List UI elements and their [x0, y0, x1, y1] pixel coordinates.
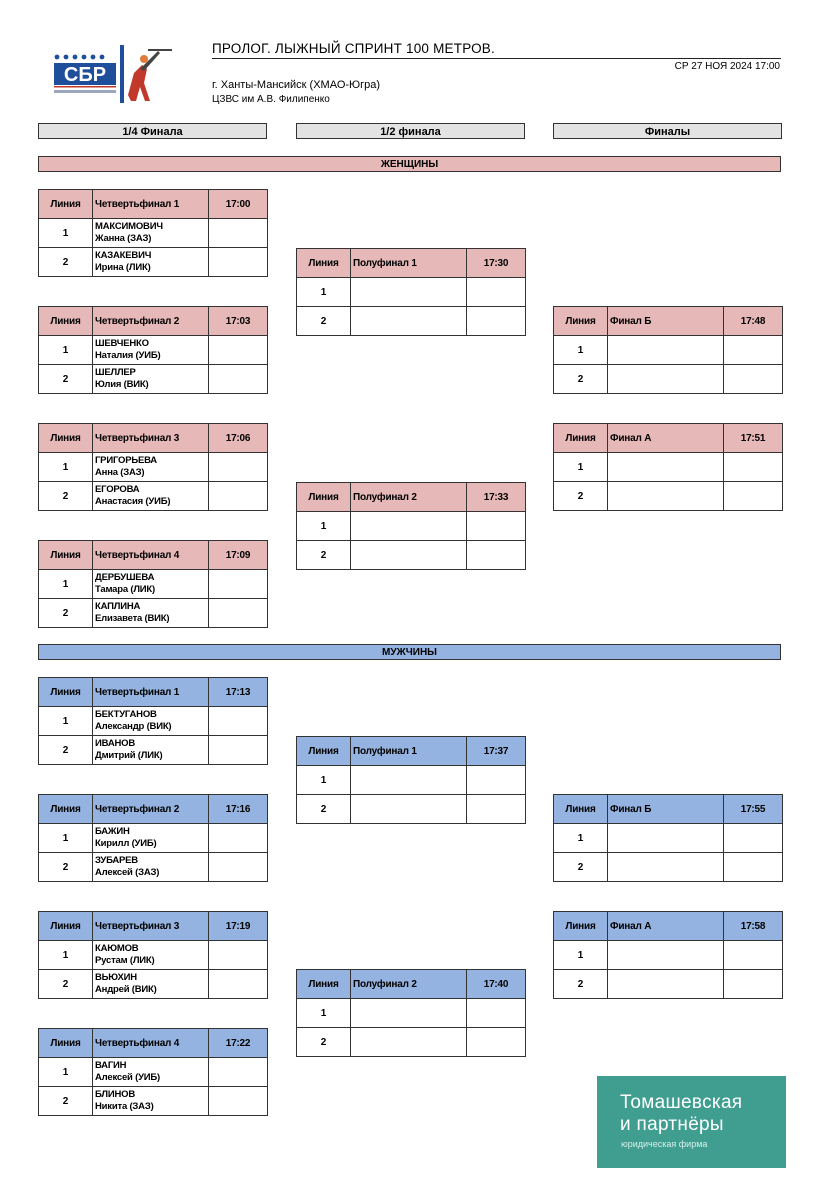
lane-header: Линия	[39, 541, 93, 570]
women-qf-table-2	[38, 306, 268, 394]
athlete-cell	[93, 853, 209, 882]
lane-number: 1	[297, 278, 351, 307]
lane-number: 2	[39, 482, 93, 511]
heat-time: 17:51	[724, 424, 783, 453]
lane-number: 1	[39, 570, 93, 599]
heat-time: 17:19	[209, 912, 268, 941]
result-cell	[467, 307, 526, 336]
athlete-cell	[608, 941, 724, 970]
heat-title: Четвертьфинал 4	[93, 1029, 209, 1058]
result-cell	[467, 541, 526, 570]
heat-time: 17:03	[209, 307, 268, 336]
athlete-cell	[93, 365, 209, 394]
table-row	[39, 853, 268, 882]
title-underline	[212, 58, 781, 59]
heat-time: 17:22	[209, 1029, 268, 1058]
heat-title: Финал Б	[608, 307, 724, 336]
result-cell	[467, 278, 526, 307]
men-sf-table-1	[296, 736, 526, 824]
heat-time: 17:33	[467, 483, 526, 512]
table-row	[297, 307, 526, 336]
result-cell	[209, 707, 268, 736]
athlete-cell	[351, 1028, 467, 1057]
table-row	[554, 336, 783, 365]
lane-header: Линия	[39, 912, 93, 941]
heat-title: Полуфинал 2	[351, 483, 467, 512]
athlete-surname: КАЮМОВ	[95, 943, 139, 954]
heat-time: 17:37	[467, 737, 526, 766]
heat-time: 17:13	[209, 678, 268, 707]
athlete-firstname-team: Елизавета (ВИК)	[95, 613, 170, 624]
heat-title: Финал Б	[608, 795, 724, 824]
result-cell	[209, 453, 268, 482]
athlete-cell	[351, 307, 467, 336]
lane-number: 2	[554, 365, 608, 394]
lane-number: 2	[297, 795, 351, 824]
men-qf-table-3	[38, 911, 268, 999]
athlete-surname: ШЕЛЛЕР	[95, 367, 136, 378]
result-cell	[724, 970, 783, 999]
result-cell	[724, 853, 783, 882]
men-band: МУЖЧИНЫ	[38, 644, 781, 660]
athlete-cell	[93, 707, 209, 736]
result-cell	[209, 853, 268, 882]
table-row	[39, 482, 268, 511]
stage-semifinal: 1/2 финала	[296, 123, 525, 139]
result-cell	[724, 365, 783, 394]
athlete-surname: ВЬЮХИН	[95, 972, 137, 983]
women-qf-table-3	[38, 423, 268, 511]
athlete-surname: ВАГИН	[95, 1060, 127, 1071]
lane-number: 1	[554, 941, 608, 970]
lane-number: 1	[39, 453, 93, 482]
lane-header: Линия	[297, 249, 351, 278]
result-cell	[209, 824, 268, 853]
brand-line1: Томашевская	[620, 1092, 743, 1113]
result-cell	[209, 599, 268, 628]
athlete-surname: ЗУБАРЕВ	[95, 855, 138, 866]
table-row	[39, 453, 268, 482]
result-cell	[467, 999, 526, 1028]
lane-header: Линия	[297, 970, 351, 999]
table-row	[39, 707, 268, 736]
women-sf-table-1	[296, 248, 526, 336]
heat-title: Полуфинал 2	[351, 970, 467, 999]
stage-final: Финалы	[553, 123, 782, 139]
lane-header: Линия	[39, 1029, 93, 1058]
event-place: г. Ханты-Мансийск (ХМАО-Югра)	[212, 79, 381, 91]
athlete-firstname-team: Тамара (ЛИК)	[95, 584, 155, 595]
athlete-cell	[608, 336, 724, 365]
athlete-cell	[351, 795, 467, 824]
athlete-cell	[93, 482, 209, 511]
heat-time: 17:00	[209, 190, 268, 219]
men-qf-table-2	[38, 794, 268, 882]
lane-header: Линия	[297, 483, 351, 512]
heat-time: 17:55	[724, 795, 783, 824]
table-row	[554, 824, 783, 853]
athlete-firstname-team: Рустам (ЛИК)	[95, 955, 155, 966]
athlete-cell	[93, 219, 209, 248]
event-datetime: СР 27 НОЯ 2024 17:00	[674, 61, 780, 72]
athlete-firstname-team: Андрей (ВИК)	[95, 984, 157, 995]
athlete-surname: БЛИНОВ	[95, 1089, 135, 1100]
athlete-cell	[93, 1058, 209, 1087]
athlete-cell	[351, 541, 467, 570]
athlete-cell	[351, 278, 467, 307]
table-row	[39, 970, 268, 999]
result-cell	[467, 795, 526, 824]
athlete-cell	[93, 824, 209, 853]
lane-header: Линия	[39, 795, 93, 824]
brand-line3: юридическая фирма	[621, 1139, 708, 1149]
athlete-cell	[93, 1087, 209, 1116]
lane-number: 1	[297, 512, 351, 541]
sbr-logo	[52, 43, 174, 105]
athlete-surname: МАКСИМОВИЧ	[95, 221, 163, 232]
men-qf-table-4	[38, 1028, 268, 1116]
heat-title: Финал А	[608, 424, 724, 453]
heat-time: 17:30	[467, 249, 526, 278]
table-row	[297, 1028, 526, 1057]
heat-title: Четвертьфинал 1	[93, 190, 209, 219]
women-qf-table-4	[38, 540, 268, 628]
lane-header: Линия	[39, 678, 93, 707]
result-cell	[724, 453, 783, 482]
men-qf-table-1	[38, 677, 268, 765]
athlete-firstname-team: Анна (ЗАЗ)	[95, 467, 145, 478]
page-title: ПРОЛОГ. ЛЫЖНЫЙ СПРИНТ 100 МЕТРОВ.	[212, 41, 495, 56]
lane-header: Линия	[39, 190, 93, 219]
heat-title: Четвертьфинал 3	[93, 424, 209, 453]
result-cell	[209, 365, 268, 394]
lane-number: 1	[39, 1058, 93, 1087]
athlete-surname: БЕКТУГАНОВ	[95, 709, 157, 720]
brand-line2: и партнёры	[620, 1114, 724, 1135]
result-cell	[209, 970, 268, 999]
athlete-firstname-team: Жанна (ЗАЗ)	[95, 233, 152, 244]
lane-header: Линия	[554, 795, 608, 824]
heat-title: Четвертьфинал 2	[93, 307, 209, 336]
table-row	[39, 336, 268, 365]
athlete-surname: ИВАНОВ	[95, 738, 135, 749]
athlete-firstname-team: Алексей (УИБ)	[95, 1072, 161, 1083]
table-row	[39, 219, 268, 248]
result-cell	[467, 1028, 526, 1057]
athlete-cell	[608, 482, 724, 511]
logo-text: СБР	[63, 64, 107, 86]
lane-header: Линия	[554, 912, 608, 941]
athlete-cell	[93, 970, 209, 999]
athlete-cell	[608, 365, 724, 394]
men-fin-table-2	[553, 911, 783, 999]
table-row	[39, 365, 268, 394]
table-row	[39, 1087, 268, 1116]
result-cell	[209, 570, 268, 599]
result-cell	[467, 766, 526, 795]
athlete-firstname-team: Алексей (ЗАЗ)	[95, 867, 160, 878]
athlete-firstname-team: Александр (ВИК)	[95, 721, 172, 732]
athlete-surname: ШЕВЧЕНКО	[95, 338, 149, 349]
lane-number: 2	[39, 248, 93, 277]
table-row	[39, 1058, 268, 1087]
lane-number: 1	[554, 824, 608, 853]
table-row	[39, 248, 268, 277]
table-row	[554, 453, 783, 482]
table-row	[39, 941, 268, 970]
athlete-cell	[351, 766, 467, 795]
athlete-cell	[93, 941, 209, 970]
heat-time: 17:40	[467, 970, 526, 999]
athlete-firstname-team: Анастасия (УИБ)	[95, 496, 171, 507]
athlete-surname: КАЗАКЕВИЧ	[95, 250, 152, 261]
heat-title: Полуфинал 1	[351, 737, 467, 766]
lane-number: 1	[554, 336, 608, 365]
lane-number: 2	[297, 307, 351, 336]
athlete-firstname-team: Ирина (ЛИК)	[95, 262, 151, 273]
lane-header: Линия	[297, 737, 351, 766]
women-fin-table-1	[553, 306, 783, 394]
table-row	[297, 541, 526, 570]
heat-title: Четвертьфинал 1	[93, 678, 209, 707]
athlete-cell	[351, 512, 467, 541]
heat-title: Финал А	[608, 912, 724, 941]
heat-time: 17:48	[724, 307, 783, 336]
result-cell	[209, 1058, 268, 1087]
athlete-surname: ЕГОРОВА	[95, 484, 140, 495]
athlete-firstname-team: Кирилл (УИБ)	[95, 838, 157, 849]
table-row	[554, 482, 783, 511]
athlete-surname: БАЖИН	[95, 826, 130, 837]
men-sf-table-2	[296, 969, 526, 1057]
athlete-cell	[608, 453, 724, 482]
athlete-cell	[93, 453, 209, 482]
table-row	[39, 599, 268, 628]
table-row	[554, 970, 783, 999]
heat-title: Четвертьфинал 3	[93, 912, 209, 941]
result-cell	[724, 482, 783, 511]
lane-number: 1	[297, 999, 351, 1028]
lane-number: 2	[39, 736, 93, 765]
athlete-firstname-team: Никита (ЗАЗ)	[95, 1101, 154, 1112]
heat-time: 17:09	[209, 541, 268, 570]
lane-number: 2	[554, 970, 608, 999]
lane-number: 2	[297, 541, 351, 570]
athlete-cell	[93, 599, 209, 628]
lane-number: 2	[39, 970, 93, 999]
heat-time: 17:06	[209, 424, 268, 453]
table-row	[554, 853, 783, 882]
women-fin-table-2	[553, 423, 783, 511]
women-qf-table-1	[38, 189, 268, 277]
women-band: ЖЕНЩИНЫ	[38, 156, 781, 172]
lane-number: 1	[297, 766, 351, 795]
result-cell	[724, 824, 783, 853]
table-row	[39, 736, 268, 765]
lane-number: 2	[554, 853, 608, 882]
lane-header: Линия	[554, 307, 608, 336]
brand-block	[597, 1076, 786, 1168]
heat-title: Полуфинал 1	[351, 249, 467, 278]
lane-number: 1	[39, 707, 93, 736]
athlete-surname: КАПЛИНА	[95, 601, 141, 612]
lane-number: 1	[39, 941, 93, 970]
heat-time: 17:58	[724, 912, 783, 941]
heat-title: Четвертьфинал 4	[93, 541, 209, 570]
lane-number: 1	[554, 453, 608, 482]
heat-time: 17:16	[209, 795, 268, 824]
lane-header: Линия	[39, 307, 93, 336]
lane-number: 1	[39, 336, 93, 365]
table-row	[297, 795, 526, 824]
result-cell	[209, 336, 268, 365]
result-cell	[209, 736, 268, 765]
lane-number: 2	[39, 365, 93, 394]
table-row	[297, 512, 526, 541]
result-cell	[209, 248, 268, 277]
result-cell	[724, 941, 783, 970]
table-row	[297, 999, 526, 1028]
lane-header: Линия	[39, 424, 93, 453]
athlete-surname: ДЕРБУШЕВА	[95, 572, 155, 583]
lane-number: 1	[39, 219, 93, 248]
men-fin-table-1	[553, 794, 783, 882]
lane-number: 2	[39, 599, 93, 628]
table-row	[554, 941, 783, 970]
lane-number: 2	[297, 1028, 351, 1057]
athlete-cell	[93, 736, 209, 765]
athlete-cell	[351, 999, 467, 1028]
athlete-firstname-team: Дмитрий (ЛИК)	[95, 750, 163, 761]
table-row	[39, 824, 268, 853]
athlete-cell	[608, 824, 724, 853]
result-cell	[209, 1087, 268, 1116]
result-cell	[209, 941, 268, 970]
lane-header: Линия	[554, 424, 608, 453]
result-cell	[467, 512, 526, 541]
athlete-cell	[93, 336, 209, 365]
athlete-firstname-team: Наталия (УИБ)	[95, 350, 161, 361]
table-row	[39, 570, 268, 599]
stage-quarterfinal: 1/4 Финала	[38, 123, 267, 139]
heat-title: Четвертьфинал 2	[93, 795, 209, 824]
athlete-surname: ГРИГОРЬЕВА	[95, 455, 157, 466]
result-cell	[209, 482, 268, 511]
athlete-cell	[608, 970, 724, 999]
result-cell	[724, 336, 783, 365]
athlete-firstname-team: Юлия (ВИК)	[95, 379, 149, 390]
table-row	[297, 766, 526, 795]
athlete-cell	[93, 570, 209, 599]
athlete-cell	[93, 248, 209, 277]
lane-number: 1	[39, 824, 93, 853]
lane-number: 2	[39, 1087, 93, 1116]
table-row	[297, 278, 526, 307]
women-sf-table-2	[296, 482, 526, 570]
event-venue: ЦЗВС им А.В. Филипенко	[212, 94, 330, 105]
lane-number: 2	[39, 853, 93, 882]
athlete-cell	[608, 853, 724, 882]
lane-number: 2	[554, 482, 608, 511]
table-row	[554, 365, 783, 394]
result-cell	[209, 219, 268, 248]
